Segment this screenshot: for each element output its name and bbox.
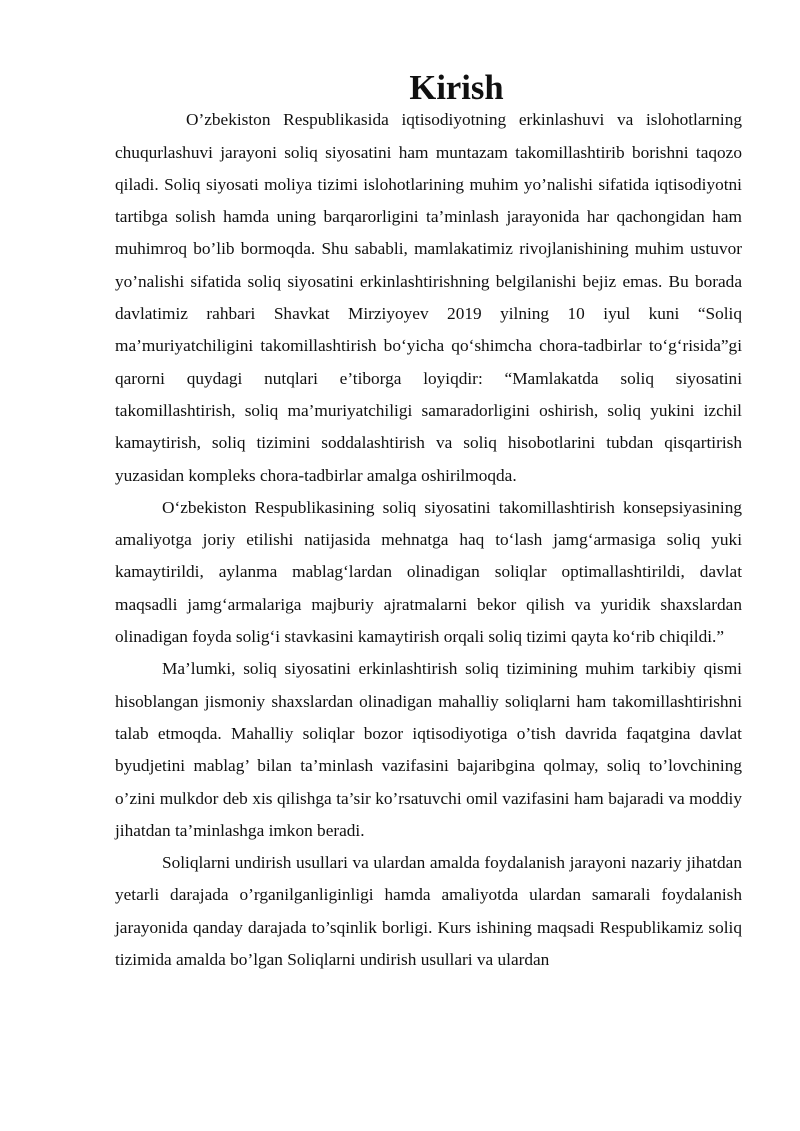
paragraph-1: O’zbekiston Respublikasida iqtisodiyotning erkinlashuvi va islohotlarning chuqurlashuvi jarayoni soliq siyosatini ham muntazam takomillashtirib borishni taqozo qiladi. Soliq siyosati moliya tizimi islohotlarining muhim yo’nalishi sifatida iqtisodiyotni tartibga solish hamda uning barqarorligini ta’minlash jarayonida har qachongidan ham muhimroq bo’lib bormoqda. Shu sababli, mamlakatimiz rivojlanishining muhim ustuvor yo’nalishi sifatida soliq siyosatini erkinlashtirishning belgilanishi bejiz emas. Bu borada davlatimiz rahbari Shavkat Mirziyoyev 2019 yilning 10 iyul kuni “Soliq ma’muriyatchiligini takomillashtirish bo‘yicha qo‘shimcha chora-tadbirlar to‘g‘risida”gi qarorni quydagi nutqlari e’tiborga loyiqdir: “Mamlakatda soliq siyosatini takomillashtirish, soliq ma’muriyatchiligi samaradorligini oshirish, soliq yukini izchil kamaytirish, soliq tizimini soddalashtirish va soliq hisobotlarini tubdan qisqartirish yuzasidan kompleks chora-tadbirlar amalga oshirilmoqda. (115, 110, 742, 485)
document-page (115, 69, 742, 976)
paragraph-3: Ma’lumki, soliq siyosatini erkinlashtirish soliq tizimining muhim tarkibiy qismi hisoblangan jismoniy shaxslardan olinadigan mahalliy soliqlarni ham takomillashtirishni talab etmoqda. Mahalliy soliqlar bozor iqtisodiyotiga o’tish davrida faqatgina davlat byudjetini mablag’ bilan ta’minlash vazifasini bajaribgina qolmay, soliq to’lovchining o’zini mulkdor deb xis qilishga ta’sir ko’rsatuvchi omil vazifasini ham bajaradi va moddiy jihatdan ta’minlashga imkon beradi. (115, 659, 742, 840)
page-title: Kirish (409, 69, 504, 107)
paragraph-4: Soliqlarni undirish usullari va ulardan amalda foydalanish jarayoni nazariy jihatdan yetarli darajada o’rganilganliginligi hamda amaliyotda ulardan samarali foydalanish jarayonida qanday darajada to’sqinlik borligi. Kurs ishining maqsadi Respublikamiz soliq tizimida amalda bo’lgan Soliqlarni undirish usullari va ulardan (115, 853, 742, 970)
paragraph-2: O‘zbekiston Respublikasining soliq siyosatini takomillashtirish konsepsiyasining amaliyotga joriy etilishi natijasida mehnatga haq to‘lash jamg‘armasiga soliq yuki kamaytirildi, aylanma mablag‘lardan olinadigan soliqlar optimallashtirildi, davlat maqsadli jamg‘armalariga majburiy ajratmalarni bekor qilish va yuridik shaxslardan olinadigan foyda solig‘i stavkasini kamaytirish orqali soliq tizimi qayta ko‘rib chiqildi.” (115, 497, 742, 647)
